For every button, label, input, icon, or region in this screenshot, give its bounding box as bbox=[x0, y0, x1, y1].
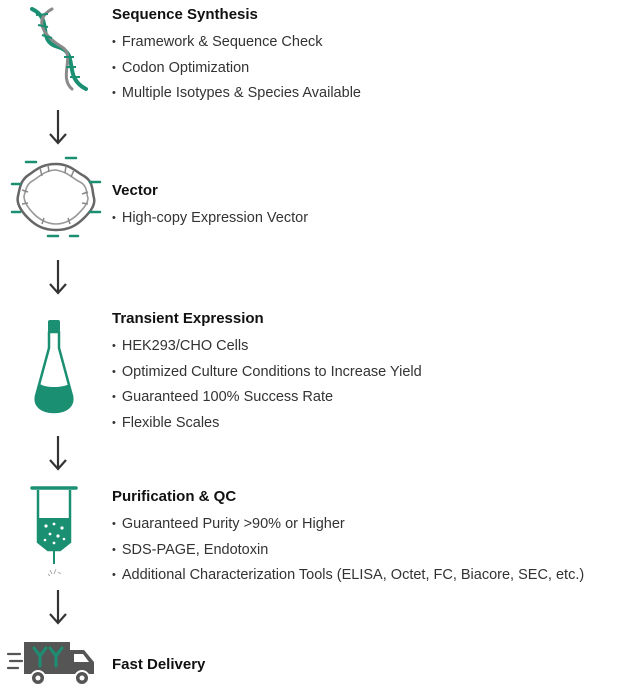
bullet-item: • Multiple Isotypes & Species Available bbox=[112, 81, 361, 107]
bullet-list bbox=[112, 206, 308, 232]
down-arrow-icon bbox=[47, 588, 69, 626]
down-arrow-icon bbox=[47, 108, 69, 146]
step-title: Purification & QC bbox=[112, 488, 237, 505]
bullet-item: • Optimized Culture Conditions to Increase Yield bbox=[112, 360, 422, 386]
delivery-truck-icon bbox=[6, 634, 98, 690]
down-arrow-icon bbox=[47, 258, 69, 296]
plasmid-vector-icon bbox=[10, 154, 102, 240]
step-title: Transient Expression bbox=[112, 310, 264, 327]
bullet-item: • SDS-PAGE, Endotoxin bbox=[112, 538, 584, 564]
culture-flask-icon bbox=[32, 318, 76, 414]
bullet-item: • High-copy Expression Vector bbox=[112, 206, 308, 232]
purification-column-icon bbox=[30, 484, 78, 578]
bullet-item: • Guaranteed 100% Success Rate bbox=[112, 385, 422, 411]
bullet-item: • Codon Optimization bbox=[112, 56, 361, 82]
step-text bbox=[112, 310, 422, 436]
step-title: Vector bbox=[112, 182, 158, 199]
bullet-list bbox=[112, 334, 422, 436]
bullet-item: • Framework & Sequence Check bbox=[112, 30, 361, 56]
bullet-list bbox=[112, 512, 584, 589]
step-text bbox=[112, 656, 205, 680]
down-arrow-icon bbox=[47, 434, 69, 472]
step-title: Fast Delivery bbox=[112, 656, 206, 673]
step-text bbox=[112, 6, 361, 107]
step-title: Sequence Synthesis bbox=[112, 6, 258, 23]
step-text bbox=[112, 182, 308, 232]
dna-helix-icon bbox=[24, 5, 94, 93]
bullet-item: • Guaranteed Purity >90% or Higher bbox=[112, 512, 584, 538]
step-text bbox=[112, 488, 584, 589]
bullet-item: • HEK293/CHO Cells bbox=[112, 334, 422, 360]
bullet-item: • Flexible Scales bbox=[112, 411, 422, 437]
bullet-list bbox=[112, 30, 361, 107]
bullet-item: • Additional Characterization Tools (ELISA, Octet, FC, Biacore, SEC, etc.) bbox=[112, 563, 584, 589]
